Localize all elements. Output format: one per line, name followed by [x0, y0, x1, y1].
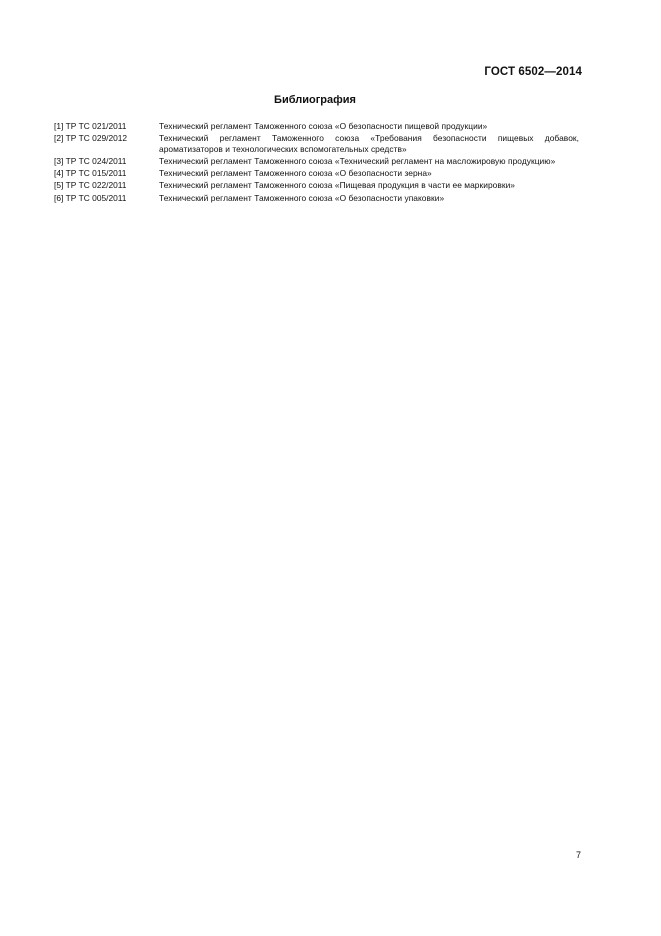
page-number: 7: [575, 850, 581, 860]
bibliography-reference: [3] ТР ТС 024/2011: [54, 155, 127, 166]
bibliography-reference: [6] ТР ТС 005/2011: [54, 192, 127, 203]
bibliography-title: Библиография: [274, 94, 356, 106]
bibliography-description: Технический регламент Таможенного союза «Технический регламент на масложировую продукцию»: [159, 155, 556, 166]
bibliography-description: Технический регламент Таможенного союза «О безопасности зерна»: [159, 168, 432, 179]
bibliography-description: Технический регламент Таможенного союза «Требования безопасности пищевых добавок, ароматизаторов и технологических вспомогательных средств»: [159, 133, 579, 154]
bibliography-item: [54, 133, 579, 154]
bibliography-description: Технический регламент Таможенного союза «О безопасности упаковки»: [159, 192, 445, 203]
bibliography-reference: [4] ТР ТС 015/2011: [54, 168, 127, 179]
bibliography-item: [54, 156, 579, 167]
bibliography-item: [54, 168, 579, 179]
bibliography-reference: [5] ТР ТС 022/2011: [54, 180, 127, 191]
document-header-standard: ГОСТ 6502—2014: [484, 66, 582, 78]
bibliography-item: [54, 180, 579, 191]
bibliography-reference: [2] ТР ТС 029/2012: [54, 133, 128, 144]
bibliography-description: Технический регламент Таможенного союза «Пищевая продукция в части ее маркировки»: [159, 180, 516, 191]
bibliography-reference: [1] ТР ТС 021/2011: [54, 121, 127, 131]
bibliography-description: Технический регламент Таможенного союза «О безопасности пищевой продукции»: [159, 121, 488, 131]
bibliography-item: [54, 193, 579, 204]
bibliography-list: [54, 121, 579, 205]
bibliography-item: [54, 121, 579, 132]
